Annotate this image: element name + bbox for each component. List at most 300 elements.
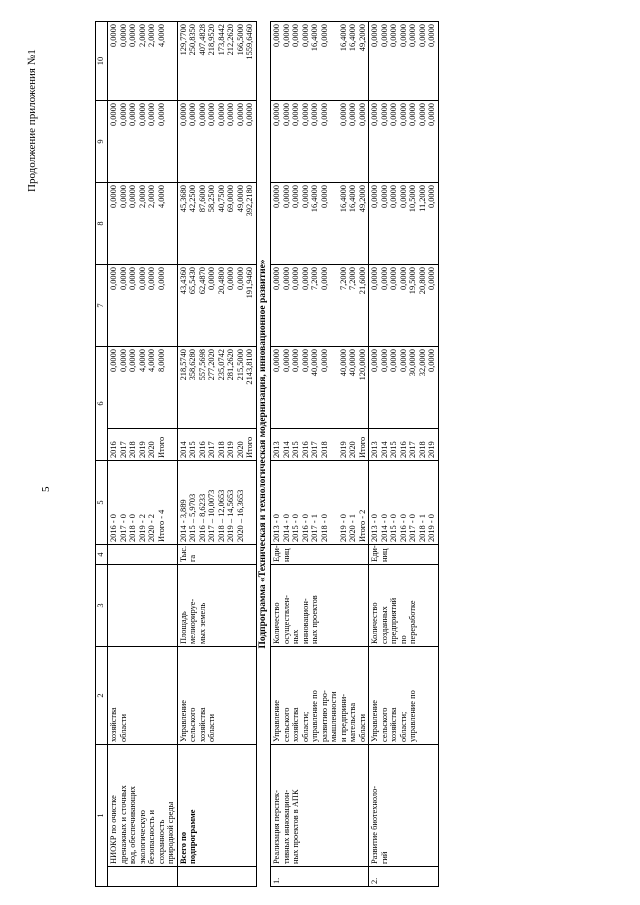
c10-line: 0,0000 bbox=[281, 24, 291, 48]
exec-lines-line: области; bbox=[398, 711, 408, 742]
target-values bbox=[177, 461, 256, 545]
header-cell-2: 2 bbox=[96, 647, 108, 745]
targets-line: 2018 - 0 bbox=[319, 514, 329, 542]
years-line: Итого bbox=[245, 436, 254, 458]
indicator-lines-line: мелиорируе- bbox=[188, 598, 197, 644]
indicator-lines-line: Количество bbox=[272, 602, 281, 644]
c8-line: 45,3680 bbox=[178, 185, 188, 213]
name-lines-line: сохранность bbox=[156, 819, 166, 864]
c6-line: 0,0000 bbox=[300, 349, 310, 373]
years-line: 2018 bbox=[319, 441, 329, 458]
c7-line: 21,6000 bbox=[357, 267, 367, 295]
c6-line: 8,0000 bbox=[156, 349, 166, 373]
indicator-lines-line: Площадь bbox=[178, 611, 188, 644]
years-line: 2016 bbox=[300, 441, 310, 458]
targets-line: 2019 – 14,5653 bbox=[226, 489, 235, 542]
targets-line: 2015 - 0 bbox=[389, 514, 398, 542]
header-cell-10: 10 bbox=[96, 22, 108, 101]
table-row-2 bbox=[369, 22, 439, 887]
c7-line: 43,4360 bbox=[178, 267, 188, 295]
targets-line: Итого - 4 bbox=[156, 509, 166, 542]
unit bbox=[271, 545, 369, 565]
exec-lines-line: хозяйства bbox=[109, 707, 118, 742]
c6-line: 218,5740 bbox=[178, 349, 188, 381]
c7-line: 0,0000 bbox=[319, 267, 329, 291]
header-cell-4: 4 bbox=[96, 545, 108, 565]
funding-col-6 bbox=[369, 347, 439, 429]
c9-line: 0,0000 bbox=[281, 103, 291, 127]
c6-line: 0,0000 bbox=[291, 349, 300, 373]
c9-line: 0,0000 bbox=[226, 103, 235, 127]
c6-line: 0,0000 bbox=[109, 349, 118, 373]
c8-line: 0,0000 bbox=[109, 185, 118, 209]
name-lines-line: Развитие биотехноло- bbox=[370, 785, 379, 864]
targets-line: 2019 - 0 bbox=[427, 514, 436, 542]
c6-line: 557,5698 bbox=[197, 349, 207, 381]
exec-lines-line: сельского bbox=[281, 707, 291, 742]
years-line: 2018 bbox=[216, 441, 226, 458]
c8-line: 16,4000 bbox=[310, 185, 319, 213]
c9-line: 0,0000 bbox=[197, 103, 207, 127]
targets-line: 2018 – 12,0653 bbox=[216, 489, 226, 542]
c7-line: 7,2000 bbox=[310, 267, 319, 291]
exec-lines-line: области; bbox=[300, 711, 310, 742]
c10-line: 407,4828 bbox=[197, 24, 207, 56]
c9-line: 0,0000 bbox=[137, 103, 147, 127]
exec-lines-line: сельского bbox=[188, 707, 197, 742]
targets-line: 2015 – 5,9703 bbox=[188, 493, 197, 542]
exec-lines-line: хозяйства bbox=[291, 707, 300, 742]
indicator-lines-line: по bbox=[398, 635, 408, 644]
indicator-lines-line: предприятий bbox=[389, 597, 398, 644]
c7-line: 0,0000 bbox=[389, 267, 398, 291]
row-number bbox=[108, 867, 178, 887]
c10-line: 0,0000 bbox=[389, 24, 398, 48]
c9-line: 0,0000 bbox=[357, 103, 367, 127]
c7-line: 0,0000 bbox=[272, 267, 281, 291]
years-line: 2017 bbox=[408, 441, 417, 458]
years-line: 2018 bbox=[417, 441, 427, 458]
years-line: 2020 bbox=[147, 441, 156, 458]
c7-line: 0,0000 bbox=[281, 267, 291, 291]
years-line: 2019 bbox=[226, 441, 235, 458]
exec-lines-line: области bbox=[118, 714, 128, 742]
c9-line: 0,0000 bbox=[291, 103, 300, 127]
targets-line: 2016 - 0 bbox=[109, 514, 118, 542]
c7-line: 0,0000 bbox=[137, 267, 147, 291]
exec-lines-line: Управление bbox=[370, 699, 379, 742]
c6-line: 0,0000 bbox=[389, 349, 398, 373]
funding-col-6 bbox=[108, 347, 178, 429]
page-number: 5 bbox=[40, 486, 52, 492]
c7-line: 0,0000 bbox=[156, 267, 166, 291]
years-line: 2015 bbox=[389, 441, 398, 458]
funding-col-7 bbox=[271, 265, 369, 347]
c6-line: 40,0000 bbox=[310, 349, 319, 377]
c9-line bbox=[329, 103, 339, 180]
indicator-lines-line: ных проектов bbox=[310, 595, 319, 644]
c10-line: 16,4000 bbox=[338, 24, 348, 52]
c10-line: 0,0000 bbox=[408, 24, 417, 48]
header-cell-7: 7 bbox=[96, 265, 108, 347]
funding-col-8 bbox=[108, 183, 178, 265]
c10-line: 0,0000 bbox=[398, 24, 408, 48]
c9-line: 0,0000 bbox=[427, 103, 436, 127]
c10-line: 49,2000 bbox=[357, 24, 367, 52]
years-line: Итого bbox=[156, 436, 166, 458]
target-values bbox=[271, 461, 369, 545]
c7-line: 0,0000 bbox=[128, 267, 137, 291]
header-cell-3: 3 bbox=[96, 565, 108, 647]
c10-line: 4,0000 bbox=[156, 24, 166, 48]
c8-line: 0,0000 bbox=[272, 185, 281, 209]
exec-lines-line: хозяйства bbox=[389, 707, 398, 742]
header-row bbox=[96, 22, 108, 887]
targets-line: 2020 - 2 bbox=[147, 514, 156, 542]
targets-line: 2020 - 1 bbox=[348, 514, 357, 542]
c8-line: 16,4000 bbox=[338, 185, 348, 213]
years-line: 2014 bbox=[178, 441, 188, 458]
years-line: 2013 bbox=[370, 441, 379, 458]
years-line: Итого bbox=[357, 436, 367, 458]
c9-line: 0,0000 bbox=[118, 103, 128, 127]
targets-line: 2017 - 0 bbox=[118, 514, 128, 542]
c7-line: 0,0000 bbox=[109, 267, 118, 291]
c8-line: 87,6000 bbox=[197, 185, 207, 213]
c7-line: 20,8000 bbox=[417, 267, 427, 295]
years bbox=[108, 429, 178, 461]
indicator-lines-line: переработке bbox=[408, 600, 417, 644]
c9-line: 0,0000 bbox=[156, 103, 166, 127]
c7-line: 0,0000 bbox=[207, 267, 216, 291]
c9-line: 0,0000 bbox=[235, 103, 245, 127]
c10-line: 2,0000 bbox=[147, 24, 156, 48]
c10-line: 0,0000 bbox=[319, 24, 329, 48]
c10-line: 166,5000 bbox=[235, 24, 245, 56]
c8-line: 16,4000 bbox=[348, 185, 357, 213]
funding-col-6 bbox=[177, 347, 256, 429]
years-line: 2020 bbox=[235, 441, 245, 458]
c9-line: 0,0000 bbox=[417, 103, 427, 127]
c10-line: 0,0000 bbox=[417, 24, 427, 48]
c8-line: 0,0000 bbox=[427, 185, 436, 209]
c8-line: 0,0000 bbox=[379, 185, 389, 209]
c6-line: 2143,8100 bbox=[245, 349, 254, 385]
targets-line: 2013 - 0 bbox=[272, 514, 281, 542]
header-cell-9: 9 bbox=[96, 101, 108, 183]
c8-line: 0,0000 bbox=[128, 185, 137, 209]
target-values bbox=[369, 461, 439, 545]
years-line: 2017 bbox=[118, 441, 128, 458]
c6-line: 215,5000 bbox=[235, 349, 245, 381]
name-lines-line: тивных инновацион- bbox=[281, 789, 291, 864]
funding-col-8 bbox=[177, 183, 256, 265]
unit bbox=[177, 545, 256, 565]
unit bbox=[369, 545, 439, 565]
c10-line: 16,4000 bbox=[310, 24, 319, 52]
name-lines-line: Реализация перспек- bbox=[272, 790, 281, 864]
c8-line: 0,0000 bbox=[370, 185, 379, 209]
c6-line: 277,2020 bbox=[207, 349, 216, 381]
c9-line: 0,0000 bbox=[310, 103, 319, 127]
unit-lines-line: га bbox=[188, 554, 197, 562]
funding-col-8 bbox=[369, 183, 439, 265]
c9-line: 0,0000 bbox=[272, 103, 281, 127]
funding-col-10 bbox=[369, 22, 439, 101]
unit bbox=[108, 545, 178, 565]
targets-line: 2017 - 1 bbox=[310, 514, 319, 542]
targets-line: 2013 - 0 bbox=[370, 514, 379, 542]
funding-col-10 bbox=[177, 22, 256, 101]
c8-line: 4,0000 bbox=[156, 185, 166, 209]
row-number: 2. bbox=[369, 867, 439, 887]
header-cell-5: 5 bbox=[96, 461, 108, 545]
c9-line: 0,0000 bbox=[379, 103, 389, 127]
c10-line: 0,0000 bbox=[300, 24, 310, 48]
c6-line: 0,0000 bbox=[370, 349, 379, 373]
funding-col-9 bbox=[369, 101, 439, 183]
exec-lines-line: сельского bbox=[379, 707, 389, 742]
years-line: 2019 bbox=[427, 441, 436, 458]
indicator-lines-line: Количество bbox=[370, 602, 379, 644]
targets-line: 2015 - 0 bbox=[291, 514, 300, 542]
c8-line: 0,0000 bbox=[281, 185, 291, 209]
funding-col-9 bbox=[271, 101, 369, 183]
indicator-lines-line: ных bbox=[291, 629, 300, 644]
indicator-lines-line: осуществлен- bbox=[281, 595, 291, 644]
funding-col-7 bbox=[177, 265, 256, 347]
c7-line: 62,4870 bbox=[197, 267, 207, 295]
executor bbox=[369, 647, 439, 745]
targets-line: 2018 - 0 bbox=[128, 514, 137, 542]
c8-line: 392,2180 bbox=[245, 185, 254, 217]
years-line: 2014 bbox=[379, 441, 389, 458]
years-line bbox=[329, 431, 339, 458]
indicator bbox=[108, 565, 178, 647]
c6-line: 0,0000 bbox=[379, 349, 389, 373]
table-row-1 bbox=[271, 22, 369, 887]
c9-line: 0,0000 bbox=[147, 103, 156, 127]
targets-line: 2017 – 10,0073 bbox=[207, 489, 216, 542]
years bbox=[271, 429, 369, 461]
years-line: 2017 bbox=[310, 441, 319, 458]
c6-line: 0,0000 bbox=[398, 349, 408, 373]
c8-line: 40,7500 bbox=[216, 185, 226, 213]
c7-line: 0,0000 bbox=[300, 267, 310, 291]
unit-lines-line: Тыс. bbox=[178, 545, 188, 562]
c6-line: 0,0000 bbox=[281, 349, 291, 373]
c8-line: 0,0000 bbox=[300, 185, 310, 209]
header-cell-6: 6 bbox=[96, 347, 108, 461]
c7-line: 0,0000 bbox=[398, 267, 408, 291]
subprogram-title: Подпрограмма «Техническая и технологическая модернизация, инновационное развитие» bbox=[256, 22, 271, 887]
years-line: 2016 bbox=[109, 441, 118, 458]
c9-line: 0,0000 bbox=[398, 103, 408, 127]
c8-line: 49,0000 bbox=[235, 185, 245, 213]
name-lines-line: ных проектов в АПК bbox=[291, 789, 300, 864]
targets-line: 2020 – 16,3653 bbox=[235, 489, 245, 542]
targets-line: 2018 - 1 bbox=[417, 514, 427, 542]
c7-line: 0,0000 bbox=[291, 267, 300, 291]
years-line: 2016 bbox=[197, 441, 207, 458]
years-line: 2013 bbox=[272, 441, 281, 458]
c7-line: 0,0000 bbox=[379, 267, 389, 291]
c6-line: 30,0000 bbox=[408, 349, 417, 377]
c8-line: 0,0000 bbox=[389, 185, 398, 209]
c10-line: 173,8442 bbox=[216, 24, 226, 56]
c9-line: 0,0000 bbox=[188, 103, 197, 127]
targets-line: 2016 – 8,6233 bbox=[197, 493, 207, 542]
executor bbox=[271, 647, 369, 745]
targets-line bbox=[329, 463, 339, 542]
unit-lines-line: ниц bbox=[281, 548, 291, 562]
c8-line: 11,2000 bbox=[417, 185, 427, 212]
c10-line: 0,0000 bbox=[272, 24, 281, 48]
c7-line: 7,2000 bbox=[348, 267, 357, 291]
targets-line: 2016 - 0 bbox=[398, 514, 408, 542]
c10-line: 218,9520 bbox=[207, 24, 216, 56]
c7-line: 191,9460 bbox=[245, 267, 254, 299]
exec-lines-line: Управление bbox=[178, 699, 188, 742]
name-lines-line: экологическую bbox=[137, 810, 147, 864]
targets-line: 2019 - 2 bbox=[137, 514, 147, 542]
c8-line: 42,2500 bbox=[188, 185, 197, 213]
years-line: 2019 bbox=[338, 441, 348, 458]
c7-line: 19,5000 bbox=[408, 267, 417, 295]
targets-line: 2019 - 0 bbox=[338, 514, 348, 542]
c6-line: 120,0000 bbox=[357, 349, 367, 381]
years bbox=[369, 429, 439, 461]
measure-name bbox=[369, 745, 439, 867]
c7-line: 0,0000 bbox=[370, 267, 379, 291]
targets-line: 2014 - 3,889 bbox=[178, 499, 188, 542]
c10-line: 0,0000 bbox=[128, 24, 137, 48]
exec-lines-line: управление по bbox=[408, 690, 417, 742]
exec-lines-line: хозяйства bbox=[197, 707, 207, 742]
continuation-note: Продолжение приложения №1 bbox=[26, 49, 38, 192]
table-row-total bbox=[177, 22, 256, 887]
c9-line: 0,0000 bbox=[348, 103, 357, 127]
c7-line: 0,0000 bbox=[235, 267, 245, 291]
c8-line: 2,0000 bbox=[147, 185, 156, 209]
unit-lines-line: Еди- bbox=[272, 545, 281, 562]
table-row-niokr bbox=[108, 22, 178, 887]
c9-line: 0,0000 bbox=[300, 103, 310, 127]
c9-line: 0,0000 bbox=[207, 103, 216, 127]
c6-line: 4,0000 bbox=[137, 349, 147, 373]
indicator-lines-line: мых земель bbox=[197, 602, 207, 644]
name-lines-line: Всего по bbox=[178, 831, 188, 864]
funding-col-9 bbox=[108, 101, 178, 183]
c6-line: 4,0000 bbox=[147, 349, 156, 373]
indicator bbox=[177, 565, 256, 647]
c10-line: 0,0000 bbox=[370, 24, 379, 48]
subprogram-title-row bbox=[256, 22, 271, 887]
c6-line: 0,0000 bbox=[128, 349, 137, 373]
targets-line: Итого - 2 bbox=[357, 509, 367, 542]
c9-line: 0,0000 bbox=[338, 103, 348, 127]
c10-line: 0,0000 bbox=[109, 24, 118, 48]
row-number: 1. bbox=[271, 867, 369, 887]
c7-line: 65,5430 bbox=[188, 267, 197, 295]
targets-line: 2014 - 0 bbox=[281, 514, 291, 542]
c6-line: 0,0000 bbox=[272, 349, 281, 373]
years-line: 2020 bbox=[348, 441, 357, 458]
indicator bbox=[369, 565, 439, 647]
c6-line: 40,0000 bbox=[348, 349, 357, 377]
funding-col-9 bbox=[177, 101, 256, 183]
c6-line bbox=[329, 349, 339, 426]
targets-line: 2017 - 0 bbox=[408, 514, 417, 542]
c10-line: 212,2620 bbox=[226, 24, 235, 56]
years-line: 2019 bbox=[137, 441, 147, 458]
c10-line: 0,0000 bbox=[291, 24, 300, 48]
targets-line: 2014 - 0 bbox=[379, 514, 389, 542]
c9-line: 0,0000 bbox=[216, 103, 226, 127]
target-values bbox=[108, 461, 178, 545]
c10-line: 16,4000 bbox=[348, 24, 357, 52]
years bbox=[177, 429, 256, 461]
indicator bbox=[271, 565, 369, 647]
exec-lines-line: Управление bbox=[272, 699, 281, 742]
c9-line: 0,0000 bbox=[408, 103, 417, 127]
c8-line: 69,0000 bbox=[226, 185, 235, 213]
c9-line: 0,0000 bbox=[370, 103, 379, 127]
indicator-lines-line: созданных bbox=[379, 606, 389, 644]
years-line: 2016 bbox=[398, 441, 408, 458]
c6-line: 0,0000 bbox=[118, 349, 128, 373]
exec-lines-line: мышленности bbox=[329, 691, 338, 742]
exec-lines-line: управление по bbox=[310, 690, 319, 742]
c10-line: 0,0000 bbox=[379, 24, 389, 48]
name-lines-line: подпрограмме bbox=[188, 809, 197, 864]
targets-line: 2016 - 0 bbox=[300, 514, 310, 542]
c7-line: 0,0000 bbox=[147, 267, 156, 291]
c6-line: 281,2620 bbox=[226, 349, 235, 381]
c9-line: 0,0000 bbox=[109, 103, 118, 127]
c6-line: 0,0000 bbox=[319, 349, 329, 373]
funding-col-7 bbox=[369, 265, 439, 347]
name-lines-line: вод, обеспечивающих bbox=[128, 786, 137, 864]
c9-line: 0,0000 bbox=[178, 103, 188, 127]
funding-col-10 bbox=[271, 22, 369, 101]
name-lines-line: безопасность и bbox=[147, 810, 156, 864]
exec-lines-line: развитию про- bbox=[319, 690, 329, 742]
c9-line: 0,0000 bbox=[245, 103, 254, 127]
header-cell-1: 1 bbox=[96, 745, 108, 887]
years-line: 2017 bbox=[207, 441, 216, 458]
c8-line: 0,0000 bbox=[118, 185, 128, 209]
funding-col-8 bbox=[271, 183, 369, 265]
c10-line: 250,8350 bbox=[188, 24, 197, 56]
years-line: 2015 bbox=[188, 441, 197, 458]
rotated-table-sheet bbox=[95, 22, 595, 887]
c7-line: 0,0000 bbox=[226, 267, 235, 291]
exec-lines-line: мательства bbox=[348, 702, 357, 742]
c8-line: 58,2500 bbox=[207, 185, 216, 213]
c8-line: 49,2000 bbox=[357, 185, 367, 213]
c6-line: 235,0742 bbox=[216, 349, 226, 381]
c6-line: 0,0000 bbox=[427, 349, 436, 373]
funding-col-6 bbox=[271, 347, 369, 429]
c8-line: 0,0000 bbox=[398, 185, 408, 209]
measure-name bbox=[108, 745, 178, 867]
c7-line: 7,2000 bbox=[338, 267, 348, 291]
c10-line: 0,0000 bbox=[427, 24, 436, 48]
exec-lines-line: и предприни- bbox=[338, 693, 348, 742]
name-lines-line: гий bbox=[379, 851, 389, 864]
funding-col-7 bbox=[108, 265, 178, 347]
